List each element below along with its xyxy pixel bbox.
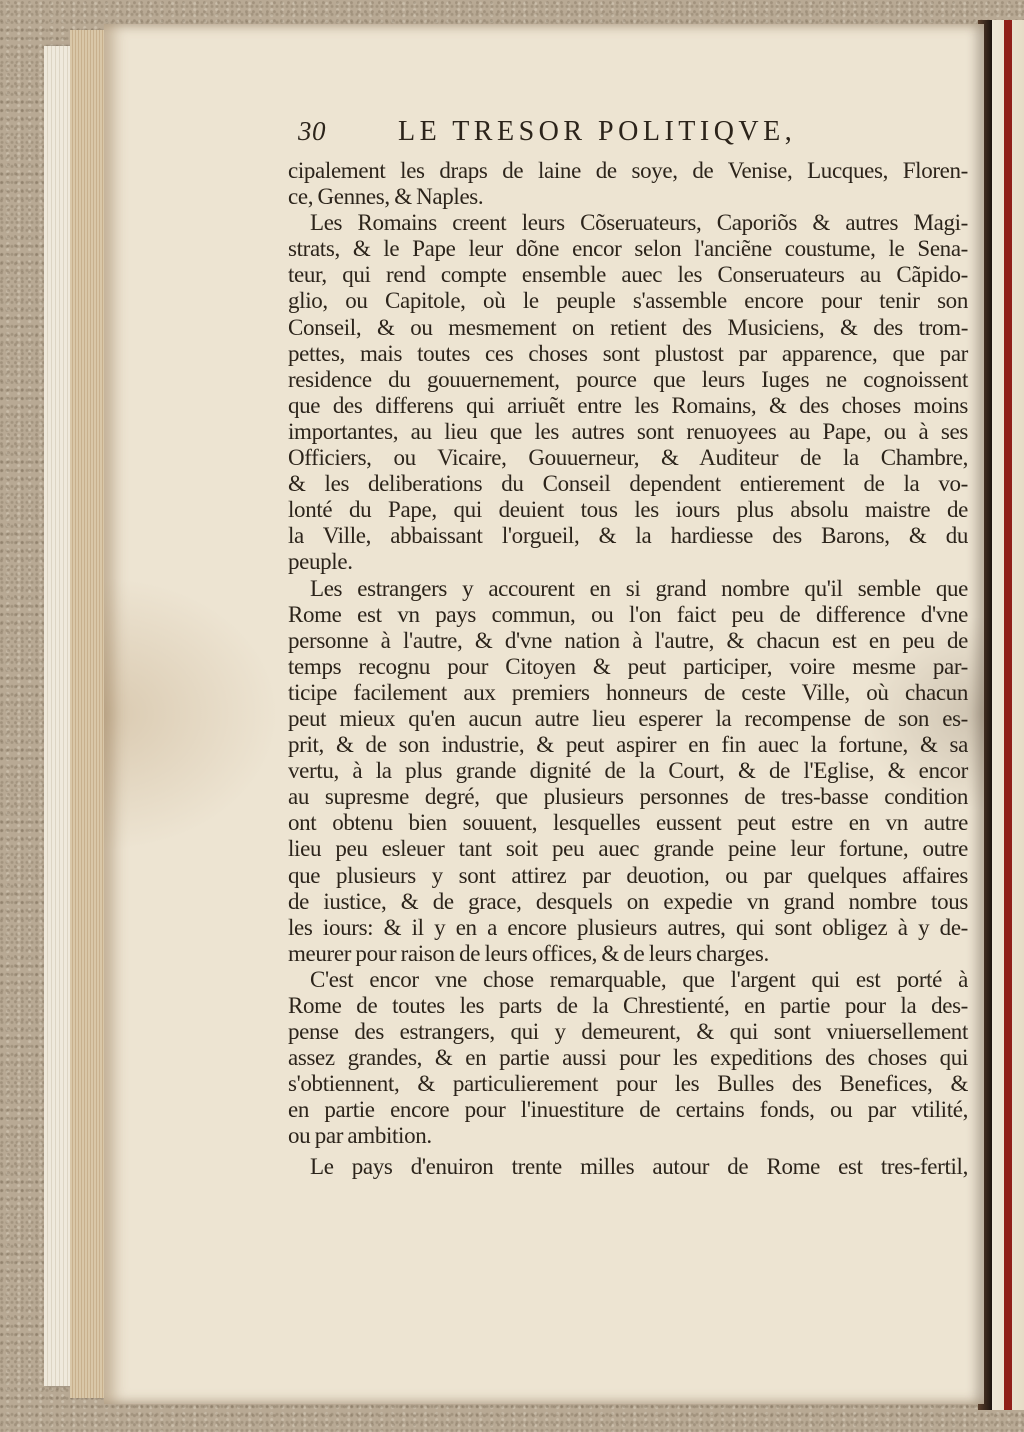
text-line: Rome de toutes les parts de la Chrestienté, en partie pour la des-	[288, 993, 968, 1018]
text-line: C'est encor vne chose remarquable, que l'argent qui est porté à	[310, 966, 968, 992]
text-line: cipalement les draps de laine de soye, de Venise, Lucques, Floren-	[288, 158, 968, 183]
text-line: temps recognu pour Citoyen & peut participer, voire mesme par-	[288, 653, 968, 679]
text-line: lonté du Pape, qui deuient tous les iours plus absolu maistre de	[288, 497, 968, 523]
page-text-block	[288, 112, 968, 1180]
text-line: ticipe facilement aux premiers honneurs de ceste Ville, où chacun	[288, 679, 968, 705]
text-line: que plusieurs y sont attirez par deuotion, ou par quelques affaires	[288, 862, 968, 888]
page-edges-inner	[70, 30, 106, 1398]
paragraph-5	[288, 1154, 968, 1180]
page-number: 30	[298, 116, 326, 146]
paragraph-1	[288, 158, 968, 210]
text-line: vertu, à la plus grande dignité de la Court, & de l'Eglise, & encor	[288, 758, 968, 784]
text-line: pense des estrangers, qui y demeurent, & qui sont vniuersellement	[288, 1019, 968, 1045]
text-line: s'obtiennent, & particulierement pour les Bulles des Benefices, &	[288, 1071, 968, 1097]
text-line: glio, ou Capitole, où le peuple s'assemble encore pour tenir son	[288, 288, 968, 314]
text-line: ont obtenu bien souuent, lesquelles eussent peut estre en vn autre	[288, 810, 968, 836]
text-line: Le pays d'enuiron trente milles autour de Rome est tres-fertil,	[310, 1153, 968, 1179]
text-line: personne à l'autre, & d'vne nation à l'autre, & chacun est en peu de	[288, 627, 968, 653]
text-line: lieu peu esleuer tant soit peu auec grande peine leur fortune, outre	[288, 836, 968, 862]
text-line: pettes, mais toutes ces choses sont plustost par apparence, que par	[288, 340, 968, 366]
running-head	[288, 112, 968, 156]
text-line: au supresme degré, que plusieurs personnes de tres-basse condition	[288, 784, 968, 810]
paragraph-3	[288, 576, 968, 967]
text-line: strats, & le Pape leur dõne encor selon l'anciẽne coustume, le Sena-	[288, 236, 968, 262]
text-line: peut mieux qu'en aucun autre lieu esperer la recompense de son es-	[288, 705, 968, 731]
text-line: ce, Gennes, & Naples.	[288, 184, 484, 210]
text-line: teur, qui rend compte ensemble auec les Conseruateurs au Cãpido-	[288, 262, 968, 288]
text-line: assez grandes, & en partie aussi pour les expeditions des choses qui	[288, 1045, 968, 1071]
text-line: peuple.	[288, 549, 353, 575]
text-line: meurer pour raison de leurs offices, & de leurs charges.	[288, 940, 769, 966]
text-line: que des differens qui arriuẽt entre les Romains, & des choses moins	[288, 392, 968, 418]
paragraph-4	[288, 967, 968, 1150]
text-line: Officiers, ou Vicaire, Gouuerneur, & Auditeur de la Chambre,	[288, 445, 968, 471]
text-line: Conseil, & ou mesmement on retient des Musiciens, & des trom-	[288, 314, 968, 340]
text-line: ou par ambition.	[288, 1123, 432, 1149]
text-line: importantes, au lieu que les autres sont renuoyees au Pape, ou à ses	[288, 418, 968, 444]
text-line: prit, & de son industrie, & peut aspirer en fin auec la fortune, & sa	[288, 732, 968, 758]
text-line: en partie encore pour l'inuestiture de certains fonds, ou par vtilité,	[288, 1097, 968, 1123]
text-line: les iours: & il y en a encore plusieurs autres, qui sont obligez à y de-	[288, 914, 968, 940]
running-title: LE TRESOR POLITIQVE,	[398, 116, 797, 147]
text-line: residence du gouuernement, pource que leurs Iuges ne cognoissent	[288, 366, 968, 392]
text-line: Rome est vn pays commun, ou l'on faict peu de difference d'vne	[288, 601, 968, 627]
text-line: & les deliberations du Conseil dependent entierement de la vo-	[288, 471, 968, 497]
text-line: de iustice, & de grace, desquels on expedie vn grand nombre tous	[288, 888, 968, 914]
text-line: Les Romains creent leurs Cõseruateurs, Caporiõs & autres Magi-	[310, 210, 968, 236]
facing-page-ribbon	[1004, 20, 1012, 1410]
paragraph-2	[288, 210, 968, 575]
text-line: la Ville, abbaissant l'orgueil, & la hardiesse des Barons, & du	[288, 523, 968, 549]
text-line: Les estrangers y accourent en si grand nombre qu'il semble que	[310, 575, 968, 601]
